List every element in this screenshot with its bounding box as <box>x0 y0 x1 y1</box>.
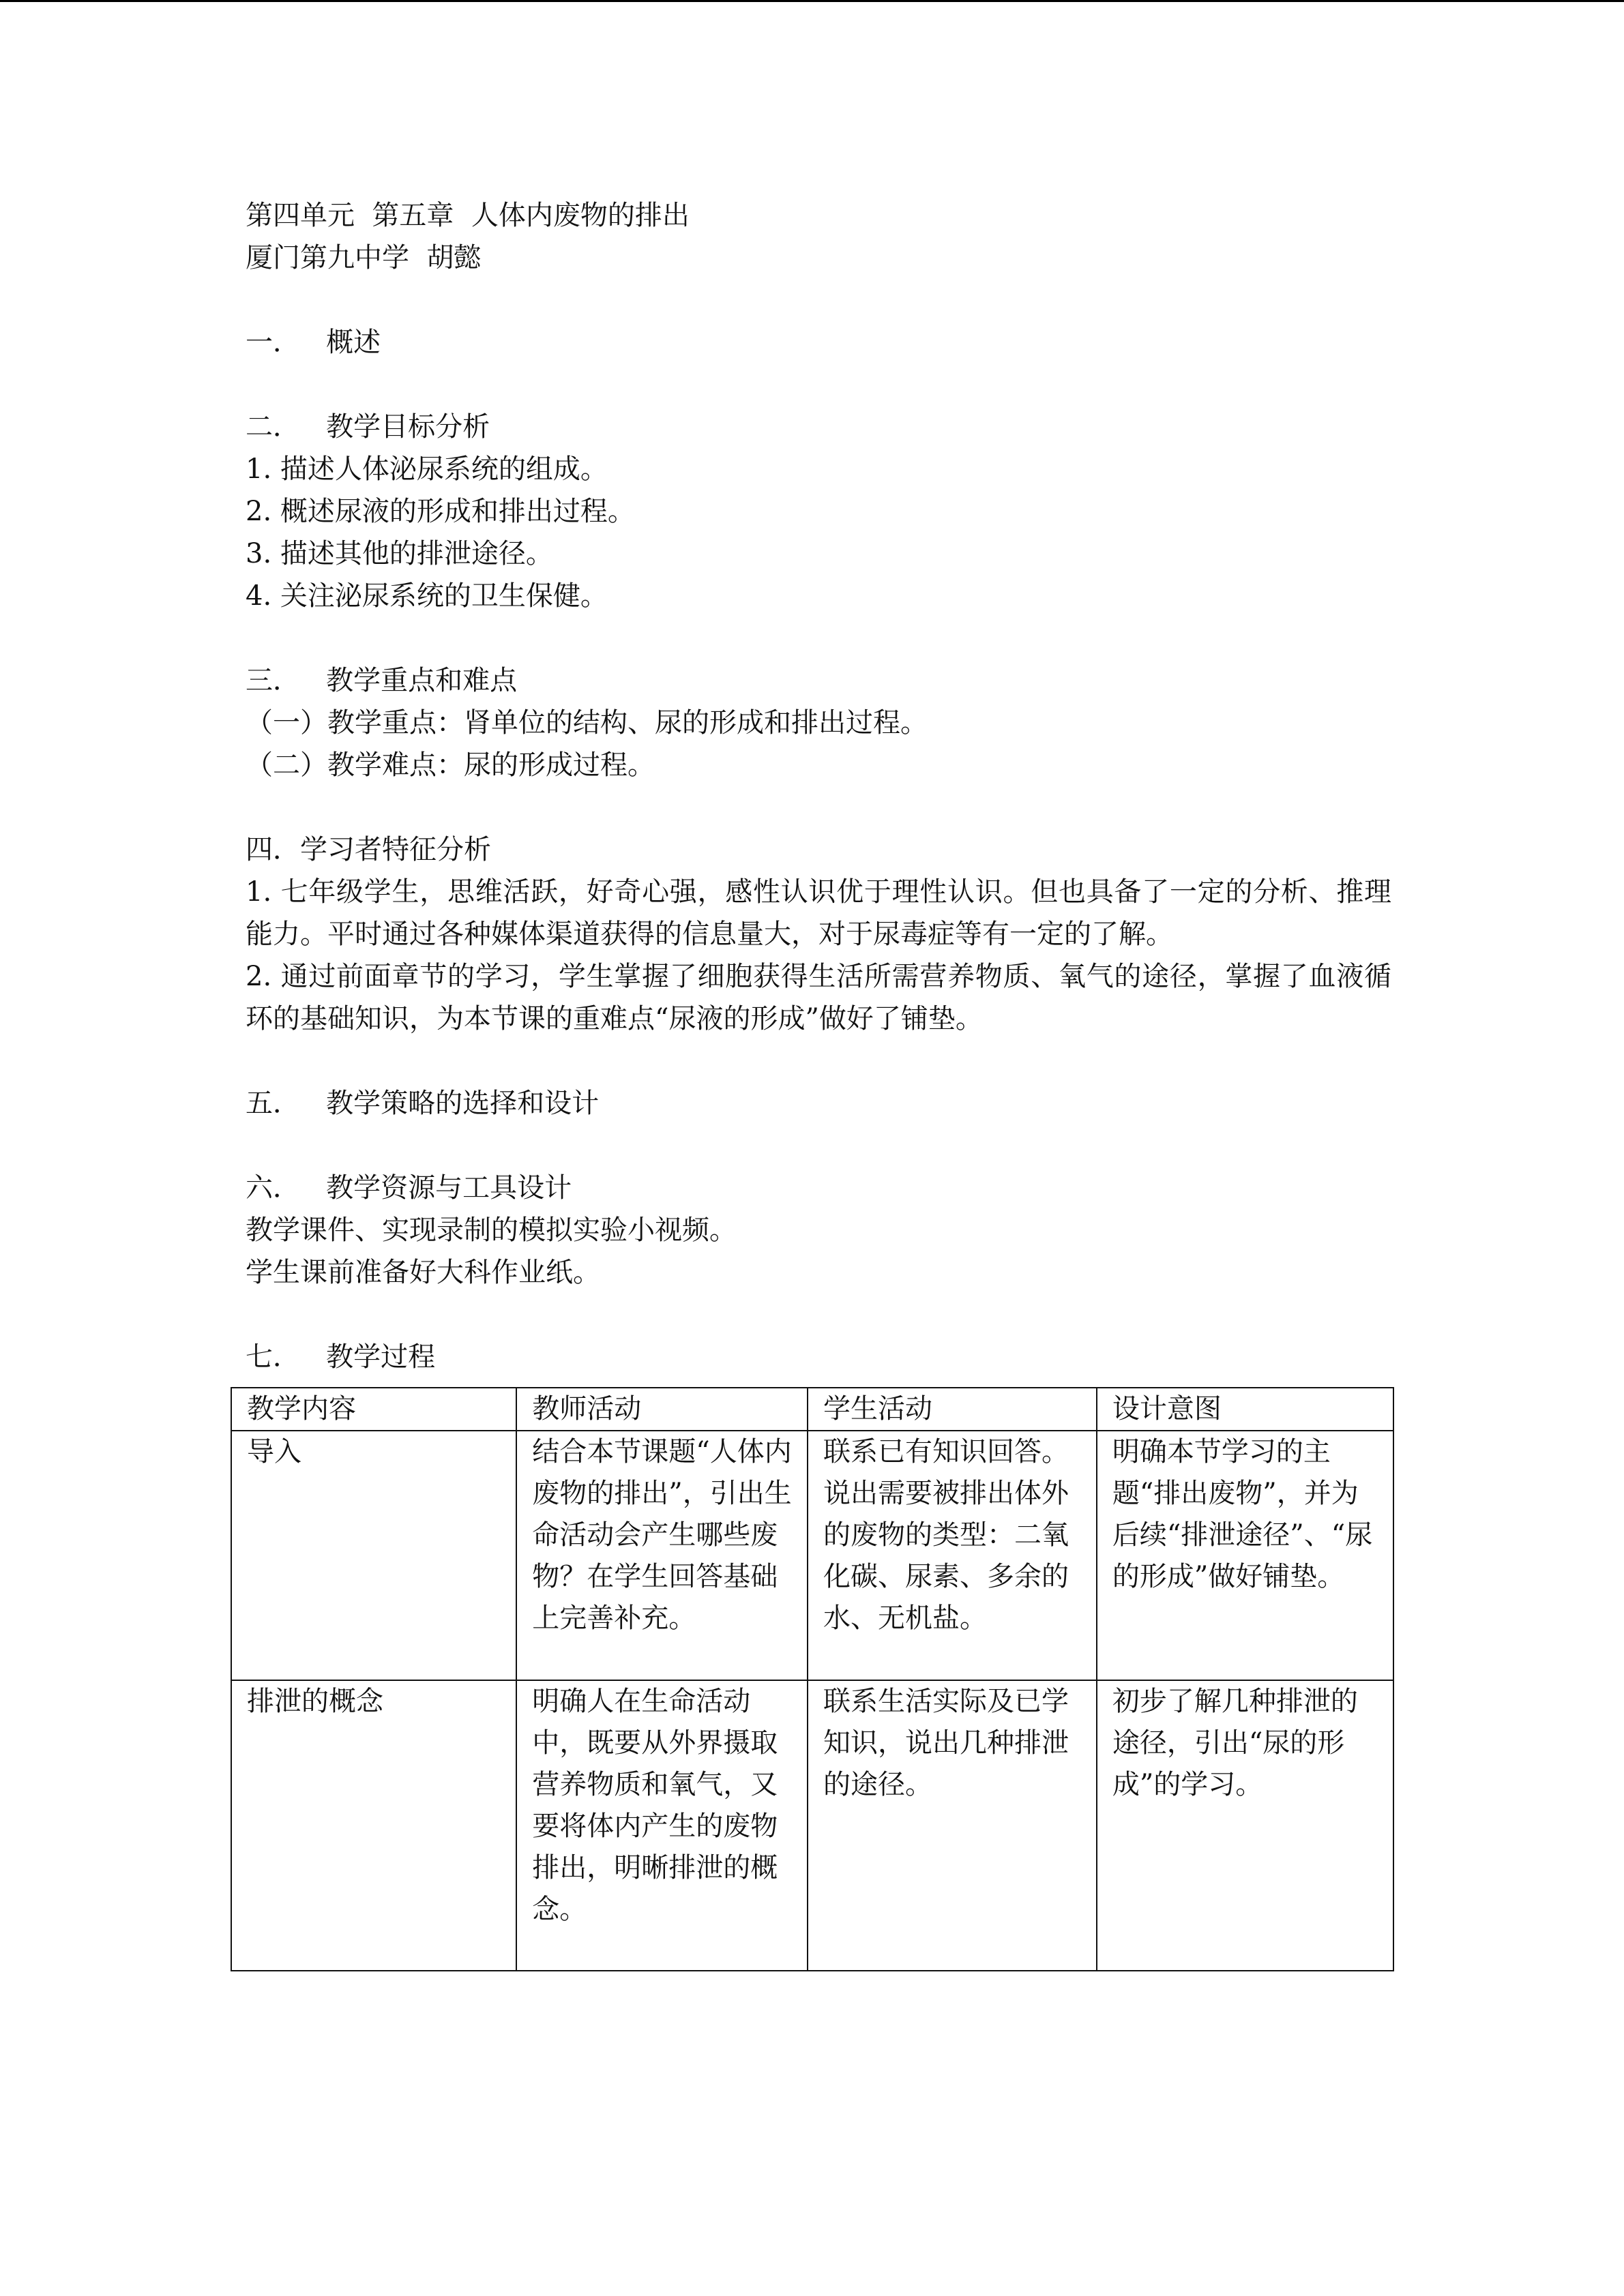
table-cell-intent: 初步了解几种排泄的途径，引出“尿的形成”的学习。 <box>1097 1680 1393 1971</box>
objective-item: 1. 描述人体泌尿系统的组成。 <box>246 453 608 485</box>
section-heading-objectives: 二． 教学目标分析 <box>246 411 490 443</box>
section-heading-learners: 四．学习者特征分析 <box>246 834 491 865</box>
table-cell-content: 排泄的概念 <box>231 1680 516 1971</box>
table-header-cell: 设计意图 <box>1097 1388 1393 1431</box>
section-heading-process: 七． 教学过程 <box>246 1341 436 1373</box>
table-cell-student: 联系已有知识回答。说出需要被排出体外的废物的类型：二氧化碳、尿素、多余的水、无机盐。 <box>808 1431 1097 1680</box>
objective-item: 3. 描述其他的排泄途径。 <box>246 538 553 569</box>
document-author: 厦门第九中学 胡懿 <box>246 242 482 273</box>
section-heading-key-points: 三． 教学重点和难点 <box>246 665 518 696</box>
table-header-cell: 学生活动 <box>808 1388 1097 1431</box>
table-cell-student: 联系生活实际及已学知识，说出几种排泄的途径。 <box>808 1680 1097 1971</box>
section-heading-resources: 六． 教学资源与工具设计 <box>246 1172 572 1204</box>
section-heading-strategy: 五． 教学策略的选择和设计 <box>246 1088 600 1119</box>
section-heading-overview: 一． 概述 <box>246 327 381 358</box>
document-body <box>246 194 1391 1378</box>
table-row <box>231 1680 1393 1971</box>
key-point-item: （一）教学重点：肾单位的结构、尿的形成和排出过程。 <box>246 707 928 739</box>
document-title: 第四单元 第五章 人体内废物的排出 <box>246 200 690 231</box>
objective-item: 2. 概述尿液的形成和排出过程。 <box>246 496 635 527</box>
page-top-border <box>0 0 1624 6</box>
key-point-item: （二）教学难点：尿的形成过程。 <box>246 749 655 781</box>
objective-item: 4. 关注泌尿系统的卫生保健。 <box>246 580 608 612</box>
table-cell-intent: 明确本节学习的主题“排出废物”，并为后续“排泄途径”、“尿的形成”做好铺垫。 <box>1097 1431 1393 1680</box>
learner-paragraph: 2. 通过前面章节的学习，学生掌握了细胞获得生活所需营养物质、氧气的途径，掌握了血液循环的基础知识，为本节课的重难点“尿液的形成”做好了铺垫。 <box>246 961 1391 1034</box>
learner-paragraph: 1. 七年级学生，思维活跃，好奇心强，感性认识优于理性认识。但也具备了一定的分析、推理能力。平时通过各种媒体渠道获得的信息量大，对于尿毒症等有一定的了解。 <box>246 876 1391 950</box>
table-header-cell: 教师活动 <box>516 1388 808 1431</box>
table-header-cell: 教学内容 <box>231 1388 516 1431</box>
teaching-process-table <box>231 1387 1394 1971</box>
resource-item: 学生课前准备好大科作业纸。 <box>246 1257 600 1288</box>
table-cell-teacher: 明确人在生命活动中，既要从外界摄取营养物质和氧气，又要将体内产生的废物排出，明晰排泄的概念。 <box>516 1680 808 1971</box>
table-cell-teacher: 结合本节课题“人体内废物的排出”，引出生命活动会产生哪些废物？在学生回答基础上完善补充。 <box>516 1431 808 1680</box>
table-row <box>231 1431 1393 1680</box>
resource-item: 教学课件、实现录制的模拟实验小视频。 <box>246 1214 737 1246</box>
table-header-row <box>231 1388 1393 1431</box>
table-cell-content: 导入 <box>231 1431 516 1680</box>
